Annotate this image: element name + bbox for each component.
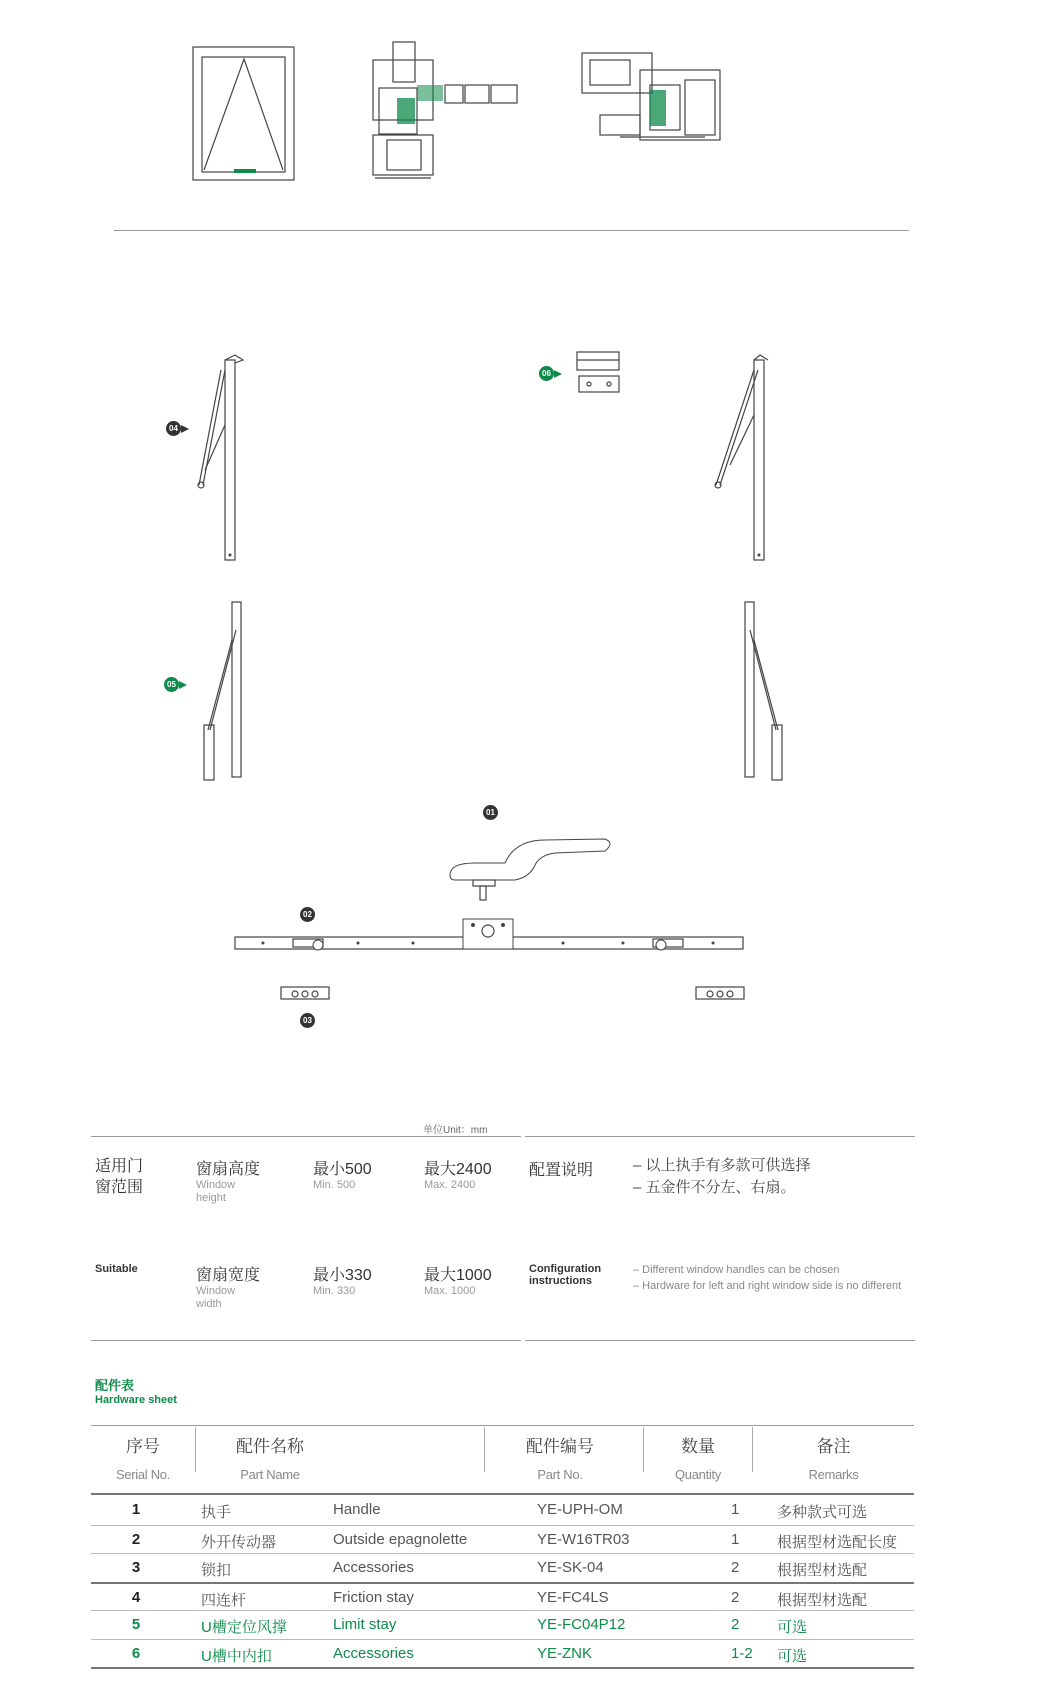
range-title-en: Suitable [95,1263,138,1275]
cell-remark: 可选 [777,1647,808,1665]
header-part-name [220,1432,320,1482]
cell-qty: 1-2 [731,1644,753,1662]
width-min-en: Min. 330 [313,1285,356,1297]
cell-qty: 2 [731,1616,740,1633]
header-quantity [644,1432,752,1482]
width-min [313,1262,372,1298]
cell-part: YE-W16TR03 [537,1530,630,1548]
friction-stay-right-drawing [710,355,770,565]
height-min-en: Min. 500 [313,1179,356,1191]
window-elevation-drawing [190,45,300,185]
limit-stay-right-drawing [740,600,790,785]
cell-part: YE-FC04P12 [537,1616,626,1633]
handle-drawing [445,835,615,905]
callout-02: 02 [300,907,315,922]
config-top-line [525,1136,915,1137]
callout-05: 05 [164,677,179,692]
cell-remark: 根据型材选配 [777,1591,868,1609]
config-notes-cn [633,1155,811,1199]
range-title-cn [95,1156,143,1198]
window-width-label [196,1262,260,1311]
callout-01: 01 [483,805,498,820]
cell-no: 1 [131,1501,141,1518]
cell-remark: 多种款式可选 [777,1504,868,1521]
table-row [91,1525,914,1555]
header-serial-en: Serial No. [115,1467,171,1482]
sheet-header-bottom-line [91,1493,914,1495]
config-title-cn: 配置说明 [529,1162,594,1179]
table-row [91,1496,914,1525]
espagnolette-drawing [233,915,745,960]
cell-part: YE-UPH-OM [537,1501,623,1518]
height-min [313,1156,372,1192]
width-min-cn: 最小330 [313,1267,372,1284]
cell-part: YE-ZNK [537,1644,593,1662]
range-top-line [91,1136,521,1137]
header-quantity-en: Quantity [674,1467,721,1482]
cell-part: YE-FC4LS [537,1588,609,1606]
range-title-cn-line2: 窗范围 [95,1179,144,1196]
config-note-en1: – Different window handles can be chosen [633,1264,840,1276]
cell-en: Limit stay [333,1616,397,1633]
window-width-cn: 窗扇宽度 [196,1267,261,1284]
config-title-en1: Configuration [529,1263,602,1275]
window-height-cn: 窗扇高度 [196,1161,261,1178]
header-part-no-cn: 配件编号 [526,1437,594,1456]
header-part-name-cn: 配件名称 [236,1437,304,1456]
window-height-en2: height [196,1192,226,1204]
cell-part: YE-SK-04 [537,1559,604,1576]
cell-no: 3 [131,1559,141,1576]
header-remarks-cn: 备注 [816,1437,851,1456]
cell-en: Accessories [333,1559,414,1576]
table-row [91,1639,914,1669]
cell-en: Handle [333,1501,381,1518]
header-part-name-en: Part Name [240,1467,300,1482]
header-remarks [753,1432,914,1482]
lock-keeper-left-drawing [280,985,332,1001]
config-note-cn1: – 以上执手有多款可供选择 [633,1157,811,1174]
callout-06-arrow [554,370,562,378]
range-bottom-line [91,1340,521,1341]
header-part-no [510,1432,610,1482]
cell-no: 2 [131,1530,141,1548]
callout-04: 04 [166,421,181,436]
cell-cn: 四连杆 [201,1591,247,1609]
header-serial [91,1432,195,1482]
header-quantity-cn: 数量 [681,1437,715,1456]
config-bottom-line [525,1340,915,1341]
height-max [424,1156,492,1192]
header-serial-cn: 序号 [126,1437,160,1456]
cell-qty: 2 [731,1588,740,1606]
callout-04-arrow [181,425,189,433]
cell-qty: 2 [731,1559,740,1576]
cell-qty: 1 [731,1501,740,1518]
width-max-en: Max. 1000 [424,1285,476,1297]
range-title-cn-line1: 适用门 [95,1158,144,1175]
top-divider [114,230,909,231]
unit-label: 单位Unit：mm [423,1125,488,1136]
cell-qty: 1 [731,1530,740,1548]
height-max-en: Max. 2400 [424,1179,476,1191]
sheet-bottom-line [91,1667,914,1669]
config-title-en2: instructions [529,1275,592,1287]
height-max-cn: 最大2400 [424,1161,492,1178]
sheet-title-en: Hardware sheet [95,1394,177,1406]
cell-en: Accessories [333,1644,414,1662]
lock-keeper-right-drawing [695,985,747,1001]
window-width-en1: Window [196,1285,236,1297]
window-width-en2: width [196,1298,222,1310]
profile-section-drawing-2 [580,45,725,145]
config-note-en2: – Hardware for left and right window side is no different [633,1280,902,1292]
cell-en: Outside epagnolette [333,1530,468,1548]
header-remarks-en: Remarks [808,1467,859,1482]
cell-cn: U槽中内扣 [201,1647,272,1665]
sheet-title-cn: 配件表 [95,1378,135,1393]
table-row [91,1582,914,1613]
sheet-top-line [91,1425,914,1426]
cell-no: 5 [131,1616,141,1633]
table-row [91,1553,914,1583]
height-min-cn: 最小500 [313,1161,372,1178]
header-part-no-en: Part No. [537,1467,583,1482]
callout-03: 03 [300,1013,315,1028]
sheet-header-divider-2 [484,1427,485,1472]
cell-cn: U槽定位风撑 [201,1619,287,1636]
window-height-label [196,1156,260,1205]
cell-cn: 外开传动器 [201,1533,277,1551]
cell-remark: 根据型材选配长度 [777,1533,898,1551]
friction-stay-left-drawing [195,355,255,565]
cell-no: 4 [131,1588,141,1606]
limit-stay-left-drawing [200,600,250,785]
callout-06: 06 [539,366,554,381]
width-max [424,1262,492,1298]
profile-section-drawing-1 [365,40,525,185]
keeper-part-drawing [575,350,625,400]
cell-remark: 根据型材选配 [777,1562,868,1579]
callout-05-arrow [179,681,187,689]
config-note-cn2: – 五金件不分左、右扇。 [633,1179,796,1196]
cell-cn: 执手 [201,1504,232,1521]
cell-en: Friction stay [333,1588,414,1606]
cell-remark: 可选 [777,1619,808,1636]
cell-cn: 锁扣 [201,1562,232,1579]
sheet-header-divider-1 [195,1427,196,1472]
width-max-cn: 最大1000 [424,1267,492,1284]
cell-no: 6 [131,1644,141,1662]
config-title-en [529,1263,601,1287]
table-row [91,1610,914,1640]
config-notes-en [633,1262,901,1294]
window-height-en1: Window [196,1179,236,1191]
